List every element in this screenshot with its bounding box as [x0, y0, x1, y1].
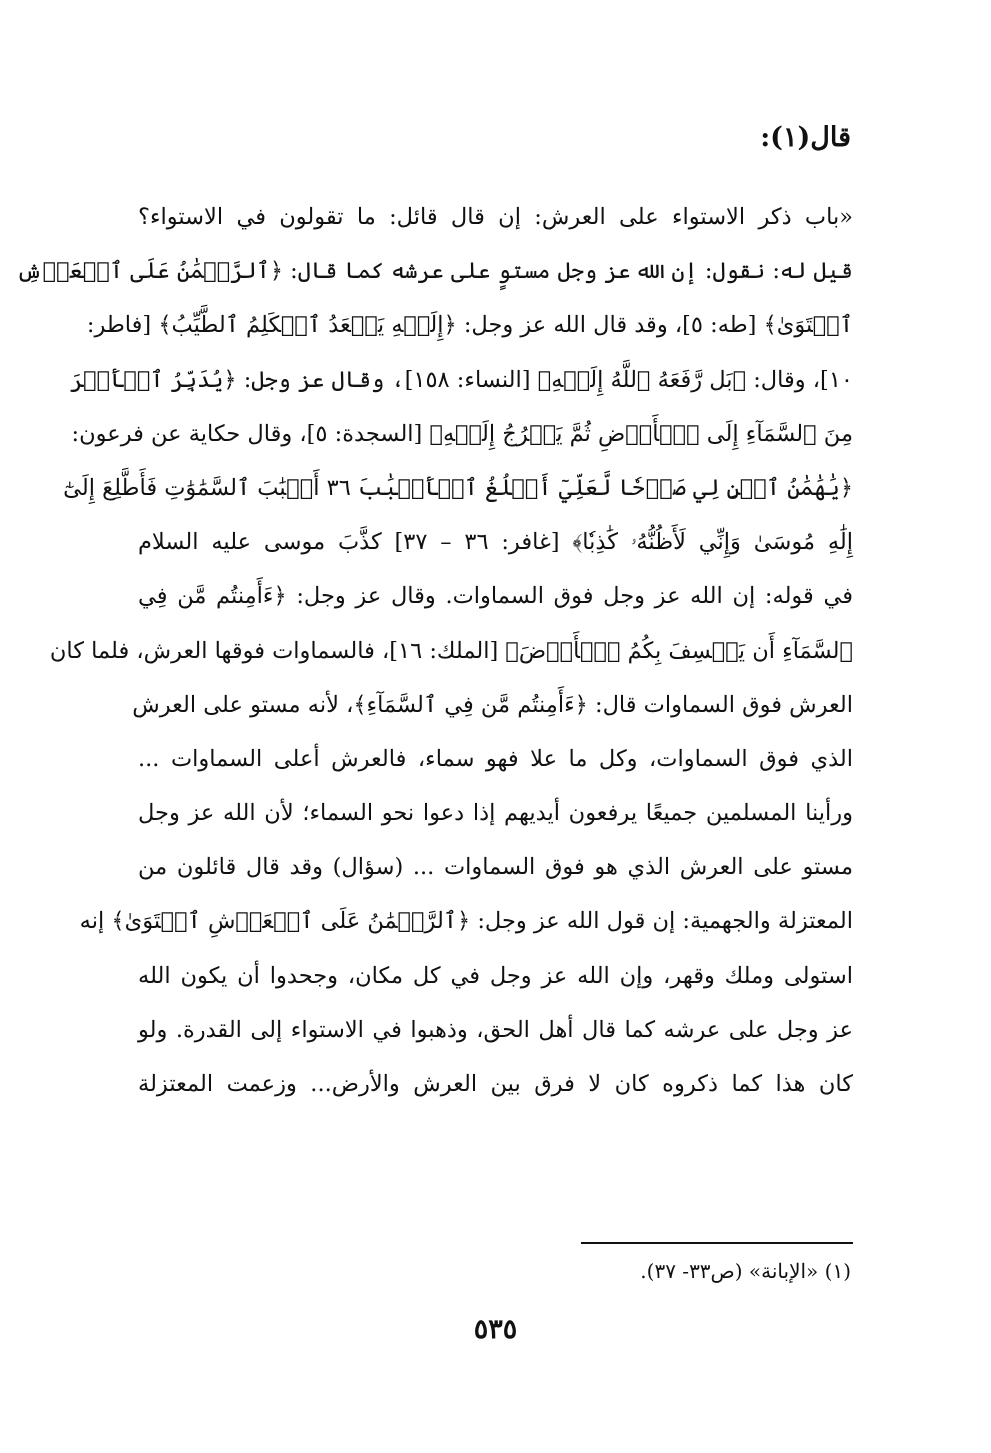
text-line: كان هذا كما ذكروه كان لا فرق بين العرش والأرض... وزعمت المعتزلة [138, 1071, 853, 1097]
text-line: في قوله: إن الله عز وجل فوق السماوات. وقال عز وجل: ﴿ءَأَمِنتُم مَّن فِي [138, 583, 853, 610]
text-line: الذي فوق السماوات، وكل ما علا فهو سماء، فالعرش أعلى السماوات ... [138, 745, 853, 772]
text-line: ﴿يَٰهَٰمَٰنُ ٱبۡنِ لِي صَرۡحٗا لَّعَلِّيٓ أَبۡلُغُ ٱلۡأَسۡبَٰبَ ٣٦ أَسۡبَٰبَ ٱلسَّمَٰوَٰتِ فَأَطَّلِعَ إِلَىٰٓ [63, 474, 853, 501]
text-line: المعتزلة والجهمية: إن قول الله عز وجل: ﴿ٱلرَّحۡمَٰنُ عَلَى ٱلۡعَرۡشِ ٱسۡتَوَىٰ﴾ إنه [79, 908, 853, 935]
text-line: مستو على العرش الذي هو فوق السماوات ... (سؤال) وقد قال قائلون من [138, 854, 853, 881]
footnote: (١) «الإبانة» (ص٣٣- ٣٧). [640, 1259, 851, 1283]
text-line: قيل له: نقول: إن الله عز وجل مستوٍ على عرشه كما قال: ﴿ٱلرَّحۡمَٰنُ عَلَى ٱلۡعَرۡشِ [16, 258, 853, 285]
text-line: ١٠]، وقال: ﴿بَل رَّفَعَهُ ٱللَّهُ إِلَيۡهِ﴾ [النساء: ١٥٨]، وقال عز وجل: ﴿يُدَبِّرُ ٱلۡأَمۡرَ [69, 366, 853, 393]
text-line: ورأينا المسلمين جميعًا يرفعون أيديهم إذا دعوا نحو السماء؛ لأن الله عز وجل [138, 800, 853, 827]
text-line: إِلَٰهِ مُوسَىٰ وَإِنِّي لَأَظُنُّهُۥ كَٰذِبٗا﴾ [غافر: ٣٦ – ٣٧] كذَّبَ موسى عليه السلام [138, 529, 853, 556]
text-line: العرش فوق السماوات قال: ﴿ءَأَمِنتُم مَّن فِي ٱلسَّمَآءِ﴾، لأنه مستو على العرش [132, 691, 853, 718]
text-line: مِنَ ٱلسَّمَآءِ إِلَى ٱلۡأَرۡضِ ثُمَّ يَعۡرُجُ إِلَيۡهِ﴾ [السجدة: ٥]، وقال حكاية عن فرعون: [71, 420, 853, 447]
text-line: «باب ذكر الاستواء على العرش: إن قال قائل: ما تقولون في الاستواء؟ [138, 204, 853, 230]
page-number: ٥٣٥ [473, 1314, 518, 1345]
section-heading: قال(١): [760, 122, 851, 153]
text-line: ٱسۡتَوَىٰ﴾ [طه: ٥]، وقد قال الله عز وجل: ﴿إِلَيۡهِ يَصۡعَدُ ٱلۡكَلِمُ ٱلطَّيِّبُ﴾ [فاطر: [86, 312, 853, 339]
text-line: عز وجل على عرشه كما قال أهل الحق، وذهبوا في الاستواء إلى القدرة. ولو [138, 1016, 853, 1043]
text-line: ٱلسَّمَآءِ أَن يَخۡسِفَ بِكُمُ ٱلۡأَرۡضَ﴾ [الملك: ١٦]، فالسماوات فوقها العرش، فلما كان [49, 637, 853, 664]
main-text [16, 190, 853, 1111]
text-line: استولى وملك وقهر، وإن الله عز وجل في كل مكان، وجحدوا أن يكون الله [138, 962, 853, 989]
footnote-divider [581, 1242, 853, 1244]
